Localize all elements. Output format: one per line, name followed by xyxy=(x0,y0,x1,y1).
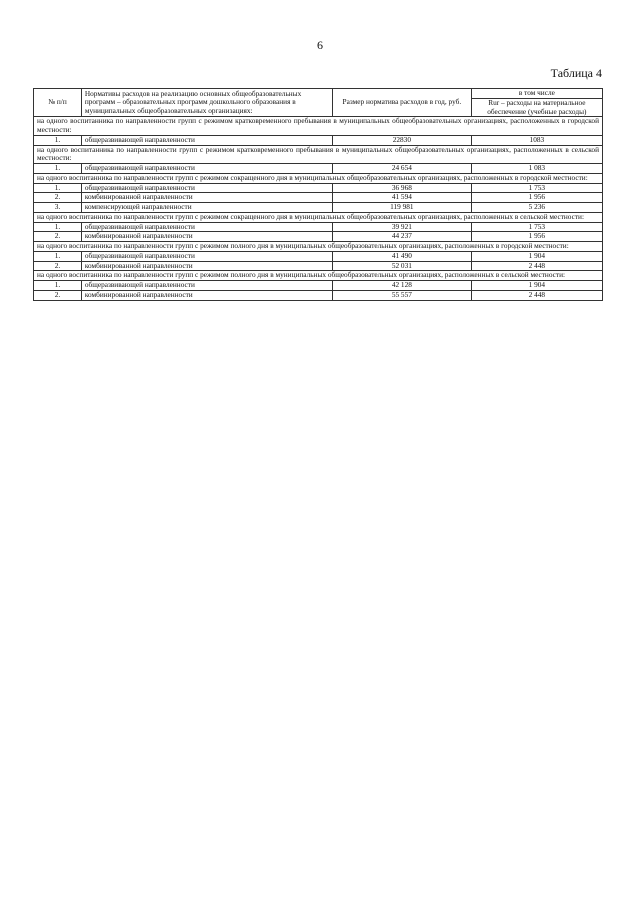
row-material-cost: 1 956 xyxy=(471,193,602,203)
row-norm-size: 36 968 xyxy=(333,183,472,193)
row-number: 1. xyxy=(34,183,82,193)
row-number: 1. xyxy=(34,164,82,174)
section-row xyxy=(34,173,603,183)
row-name: общеразвивающей направленности xyxy=(81,135,332,145)
row-number: 2. xyxy=(34,193,82,203)
section-title: на одного воспитанника по направленности групп с режимом полного дня в муниципальных общеобразовательных организациях, расположенных в сельской местности: xyxy=(34,271,603,281)
row-number: 2. xyxy=(34,261,82,271)
row-name: общеразвивающей направленности xyxy=(81,222,332,232)
row-material-cost: 1 904 xyxy=(471,251,602,261)
row-material-cost: 1 083 xyxy=(471,164,602,174)
table-row xyxy=(34,290,603,300)
row-name: комбинированной направленности xyxy=(81,261,332,271)
row-norm-size: 55 557 xyxy=(333,290,472,300)
row-norm-size: 41 490 xyxy=(333,251,472,261)
row-name: комбинированной направленности xyxy=(81,290,332,300)
section-row xyxy=(34,117,603,136)
header-size: Размер норматива расходов в год, руб. xyxy=(333,89,472,117)
table-row xyxy=(34,135,603,145)
table-header xyxy=(34,89,603,117)
row-name: комбинированной направленности xyxy=(81,232,332,242)
norms-table xyxy=(33,88,603,301)
table-row xyxy=(34,281,603,291)
table-body xyxy=(34,117,603,300)
section-title: на одного воспитанника по направленности групп с режимом кратковременного пребывания в муниципальных общеобразовательных организациях, расположенных в городской местности: xyxy=(34,117,603,136)
row-norm-size: 119 981 xyxy=(333,203,472,213)
row-material-cost: 1 956 xyxy=(471,232,602,242)
row-name: компенсирующей направленности xyxy=(81,203,332,213)
row-number: 1. xyxy=(34,135,82,145)
table-row xyxy=(34,251,603,261)
row-material-cost: 1 904 xyxy=(471,281,602,291)
table-row xyxy=(34,203,603,213)
row-material-cost: 2 448 xyxy=(471,290,602,300)
row-name: общеразвивающей направленности xyxy=(81,251,332,261)
page-number: 6 xyxy=(317,38,323,52)
row-norm-size: 42 128 xyxy=(333,281,472,291)
section-title: на одного воспитанника по направленности групп с режимом сокращенного дня в муниципальных общеобразовательных организациях, расположенных в городской местности: xyxy=(34,173,603,183)
row-number: 1. xyxy=(34,251,82,261)
row-number: 1. xyxy=(34,222,82,232)
row-name: общеразвивающей направленности xyxy=(81,183,332,193)
section-title: на одного воспитанника по направленности групп с режимом сокращенного дня в муниципальных общеобразовательных организациях, расположенных в сельской местности: xyxy=(34,212,603,222)
row-norm-size: 39 921 xyxy=(333,222,472,232)
row-number: 3. xyxy=(34,203,82,213)
table-row xyxy=(34,164,603,174)
row-number: 2. xyxy=(34,290,82,300)
row-name: общеразвивающей направленности xyxy=(81,281,332,291)
row-norm-size: 24 654 xyxy=(333,164,472,174)
table-caption: Таблица 4 xyxy=(550,66,602,80)
header-name: Нормативы расходов на реализацию основных общеобразовательных программ – образовательных программ дошкольного образования в муниципальных общеобразовательных организациях: xyxy=(81,89,332,117)
row-name: общеразвивающей направленности xyxy=(81,164,332,174)
row-norm-size: 44 237 xyxy=(333,232,472,242)
row-material-cost: 5 236 xyxy=(471,203,602,213)
row-norm-size: 41 594 xyxy=(333,193,472,203)
row-name: комбинированной направленности xyxy=(81,193,332,203)
row-material-cost: 1083 xyxy=(471,135,602,145)
section-title: на одного воспитанника по направленности групп с режимом кратковременного пребывания в муниципальных общеобразовательных организациях, расположенных в сельской местности: xyxy=(34,145,603,164)
header-including: в том числе xyxy=(471,89,602,99)
row-material-cost: 1 753 xyxy=(471,222,602,232)
row-material-cost: 2 448 xyxy=(471,261,602,271)
row-norm-size: 22830 xyxy=(333,135,472,145)
row-norm-size: 52 031 xyxy=(333,261,472,271)
row-material-cost: 1 753 xyxy=(471,183,602,193)
section-row xyxy=(34,242,603,252)
section-row xyxy=(34,145,603,164)
header-num: № п/п xyxy=(34,89,82,117)
section-row xyxy=(34,212,603,222)
section-title: на одного воспитанника по направленности групп с режимом полного дня в муниципальных общеобразовательных организациях, расположенных в городской местности: xyxy=(34,242,603,252)
row-number: 2. xyxy=(34,232,82,242)
row-number: 1. xyxy=(34,281,82,291)
header-material: Rur – расходы на материальное обеспечение (учебные расходы) xyxy=(471,98,602,117)
